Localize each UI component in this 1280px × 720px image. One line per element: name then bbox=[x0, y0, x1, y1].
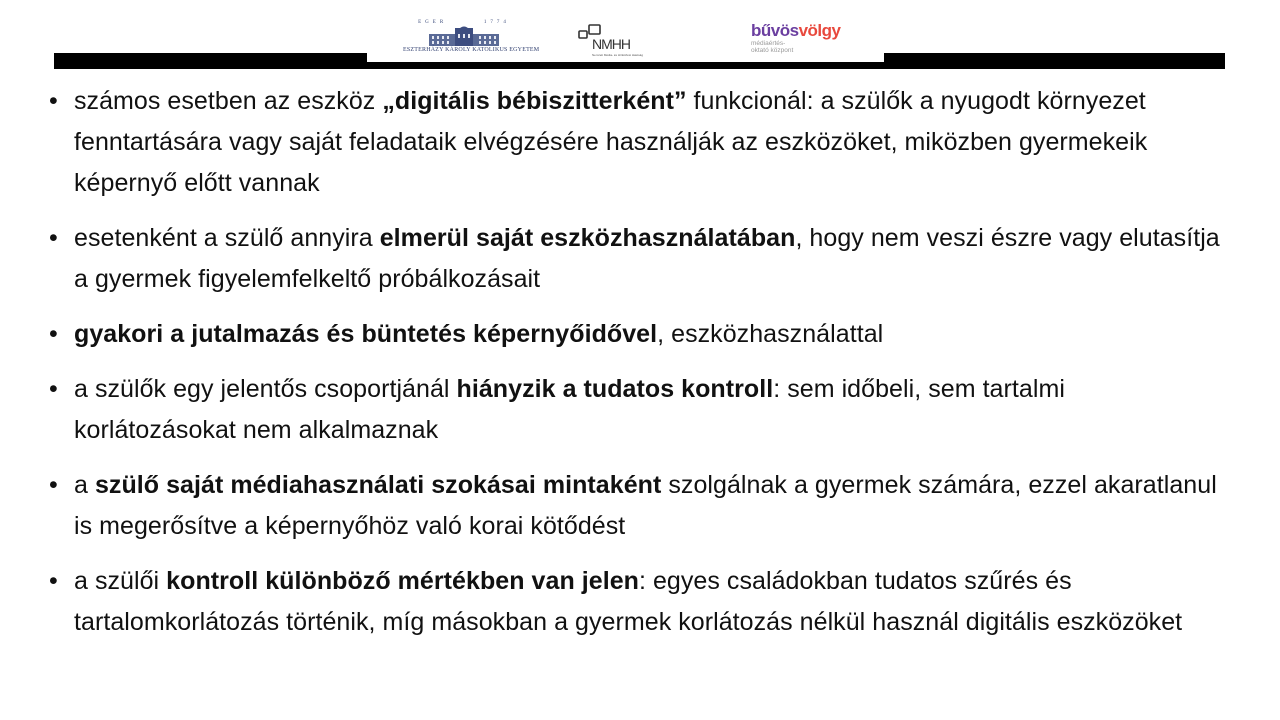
bullet-emphasis: kontroll különböző mértékben van jelen bbox=[166, 567, 639, 595]
slide-body bbox=[47, 81, 1227, 657]
bullet-icon: • bbox=[49, 567, 58, 595]
ekke-caption: EGER 1774 bbox=[418, 20, 510, 25]
bullet-icon: • bbox=[49, 87, 58, 115]
bullet-emphasis: hiányzik a tudatos kontroll bbox=[456, 375, 774, 403]
bullet-list bbox=[47, 81, 1227, 643]
bullet-item: • a szülő saját médiahasználati szokásai mintaként szolgálnak a gyermek számára, ezzel akaratlanul is megerősítve a képernyőhöz való korai kötődést bbox=[47, 465, 1227, 547]
buvosvolgy-logo bbox=[751, 22, 851, 56]
bullet-icon: • bbox=[49, 471, 58, 499]
nmhh-subtitle: Nemzeti Média- és Hírközlési Hatóság bbox=[592, 53, 644, 57]
bullet-item: • a szülői kontroll különböző mértékben van jelen: egyes családokban tudatos szűrés és tartalomkorlátozás történik, míg másokban a gyermek korlátozás nélkül használ digitális eszközöket bbox=[47, 561, 1227, 643]
logo-strip bbox=[367, 0, 884, 62]
bullet-icon: • bbox=[49, 375, 58, 403]
bullet-icon: • bbox=[49, 224, 58, 252]
bullet-emphasis: gyakori a jutalmazás és büntetés képernyőidővel bbox=[74, 320, 658, 348]
bullet-emphasis: szülő saját médiahasználati szokásai mintaként bbox=[94, 471, 662, 499]
ekke-logo bbox=[403, 20, 540, 56]
ekke-name: ESZTERHÁZY KÁROLY KATOLIKUS EGYETEM bbox=[403, 47, 540, 53]
nmhh-wordmark: NMHH bbox=[592, 36, 630, 52]
bullet-emphasis: „digitális bébiszitterként” bbox=[382, 87, 687, 115]
bullet-item: • esetenként a szülő annyira elmerül saját eszközhasználatában, hogy nem veszi észre vagy elutasítja a gyermek figyelemfelkeltő próbálkozásait bbox=[47, 218, 1227, 300]
nmhh-logo bbox=[578, 22, 658, 58]
bullet-icon: • bbox=[49, 320, 58, 348]
bullet-item: • a szülők egy jelentős csoportjánál hiányzik a tudatos kontroll: sem időbeli, sem tartalmi korlátozásokat nem alkalmaznak bbox=[47, 369, 1227, 451]
bullet-item: • gyakori a jutalmazás és büntetés képernyőidővel, eszközhasználattal bbox=[47, 314, 1227, 355]
bullet-emphasis: elmerül saját eszközhasználatában bbox=[379, 224, 796, 252]
buvosvolgy-wordmark: bűvösvölgy bbox=[751, 21, 841, 40]
bullet-item: • számos esetben az eszköz „digitális bébiszitterként” funkcionál: a szülők a nyugodt környezet fenntartására vagy saját feladataik elvégzésére használják az eszközöket, miközben gyermekeik képernyő előtt vannak bbox=[47, 81, 1227, 204]
university-building-icon bbox=[429, 26, 499, 46]
buvosvolgy-subtitle-1: médiaértés- bbox=[751, 40, 786, 47]
buvosvolgy-subtitle-2: oktató központ bbox=[751, 47, 794, 54]
